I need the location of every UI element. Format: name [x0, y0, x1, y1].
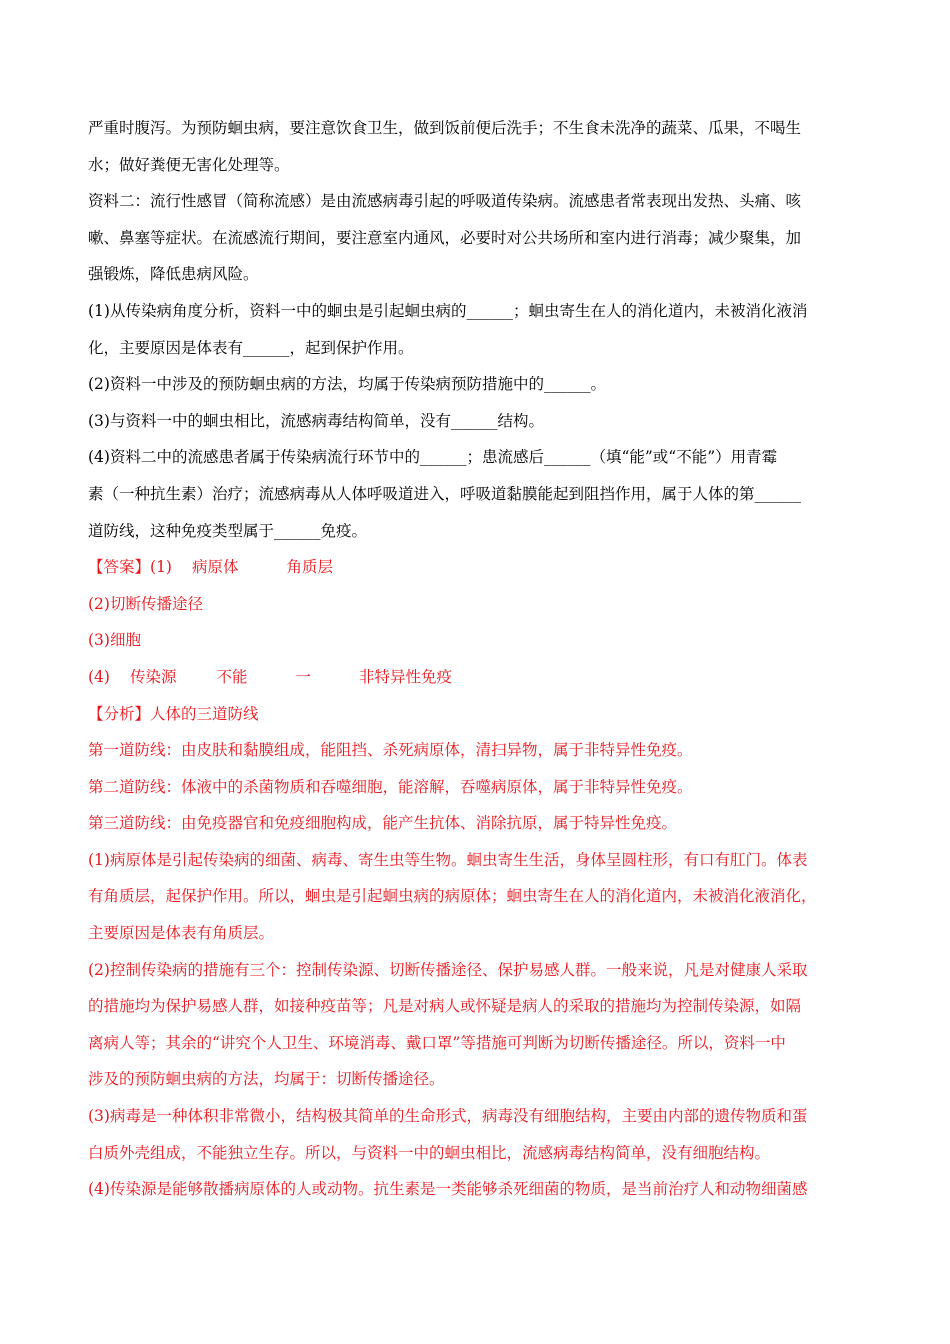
- analysis-line: 离病人等；其余的“讲究个人卫生、环境消毒、戴口罩”等措施可判断为切断传播途径。所以，资料一中: [88, 1033, 786, 1052]
- answer-4-blank-2: 不能: [216, 667, 248, 686]
- analysis-line: (4)传染源是能够散播病原体的人或动物。抗生素是一类能够杀死细菌的物质，是当前治疗人和动物细菌感: [88, 1180, 808, 1199]
- question-line: 化，主要原因是体表有______，起到保护作用。: [88, 338, 414, 357]
- analysis-title: 人体的三道防线: [150, 704, 259, 723]
- question-line: 嗽、鼻塞等症状。在流感流行期间，要注意室内通风，必要时对公共场所和室内进行消毒；减少聚集，加: [88, 228, 802, 247]
- question-line: 严重时腹泻。为预防蛔虫病，要注意饮食卫生，做到饭前便后洗手；不生食未洗净的蔬菜、瓜果，不喝生: [88, 119, 802, 137]
- answer-1-blank-1: 病原体: [191, 558, 239, 577]
- question-line: (4)资料二中的流感患者属于传染病流行环节中的______；患流感后______（填“能”或“不能”）用青霉: [88, 448, 778, 467]
- answer-4-blank-4: 非特异性免疫: [359, 667, 453, 686]
- answer-4-blank-3: 一: [295, 667, 312, 686]
- answer-4-number: (4): [88, 667, 110, 686]
- analysis-heading: [88, 696, 863, 733]
- analysis-line: 的措施均为保护易感人群，如接种疫苗等；凡是对病人或怀疑是病人的采取的措施均为控制传染源，如隔: [88, 997, 802, 1016]
- analysis-line: 第三道防线：由免疫器官和免疫细胞构成，能产生抗体、消除抗原，属于特异性免疫。: [88, 814, 678, 833]
- analysis-line: 主要原因是体表有角质层。: [88, 924, 275, 943]
- answer-1-blank-2: 角质层: [286, 558, 334, 577]
- analysis-line: 涉及的预防蛔虫病的方法，均属于：切断传播途径。: [88, 1070, 445, 1089]
- document-page: [88, 110, 863, 1208]
- question-line: (3)与资料一中的蛔虫相比，流感病毒结构简单，没有______结构。: [88, 411, 544, 430]
- answer-label: 【答案】: [88, 558, 151, 577]
- analysis-line: (1)病原体是引起传染病的细菌、病毒、寄生虫等生物。蛔虫寄生生活，身体呈圆柱形，有口有肛门。体表: [88, 850, 808, 869]
- analysis-line: 第一道防线：由皮肤和黏膜组成，能阻挡、杀死病原体，清扫异物，属于非特异性免疫。: [88, 741, 693, 760]
- question-line: 水；做好粪便无害化处理等。: [88, 155, 290, 174]
- analysis-label: 【分析】: [88, 704, 151, 723]
- question-line: 素（一种抗生素）治疗；流感病毒从人体呼吸道进入，呼吸道黏膜能起到阻挡作用，属于人体的第______: [88, 484, 802, 503]
- answer-line-4: [88, 659, 863, 696]
- answer-1-number: (1): [150, 558, 172, 577]
- question-line: (2)资料一中涉及的预防蛔虫病的方法，均属于传染病预防措施中的______。: [88, 375, 606, 394]
- question-line: 强锻炼，降低患病风险。: [88, 265, 259, 284]
- answer-line-3: (3)细胞: [88, 631, 141, 650]
- answer-line-2: (2)切断传播途径: [88, 594, 203, 613]
- analysis-line: 白质外壳组成，不能独立生存。所以，与资料一中的蛔虫相比，流感病毒结构简单，没有细胞结构。: [88, 1143, 771, 1162]
- analysis-line: 第二道防线：体液中的杀菌物质和吞噬细胞，能溶解，吞噬病原体，属于非特异性免疫。: [88, 777, 693, 796]
- question-line: (1)从传染病角度分析，资料一中的蛔虫是引起蛔虫病的______；蛔虫寄生在人的消化道内，未被消化液消: [88, 301, 808, 320]
- analysis-line: (3)病毒是一种体积非常微小，结构极其简单的生命形式，病毒没有细胞结构，主要由内部的遗传物质和蛋: [88, 1107, 808, 1126]
- answer-line-1: [88, 549, 863, 586]
- question-line: 道防线，这种免疫类型属于______免疫。: [88, 521, 368, 540]
- question-line: 资料二：流行性感冒（简称流感）是由流感病毒引起的呼吸道传染病。流感患者常表现出发热、头痛、咳: [88, 192, 802, 211]
- analysis-line: 有角质层，起保护作用。所以，蛔虫是引起蛔虫病的病原体；蛔虫寄生在人的消化道内，未被消化液消化，: [88, 887, 817, 906]
- answer-4-blank-1: 传染源: [129, 667, 177, 686]
- analysis-line: (2)控制传染病的措施有三个：控制传染源、切断传播途径、保护易感人群。一般来说，凡是对健康人采取: [88, 960, 808, 979]
